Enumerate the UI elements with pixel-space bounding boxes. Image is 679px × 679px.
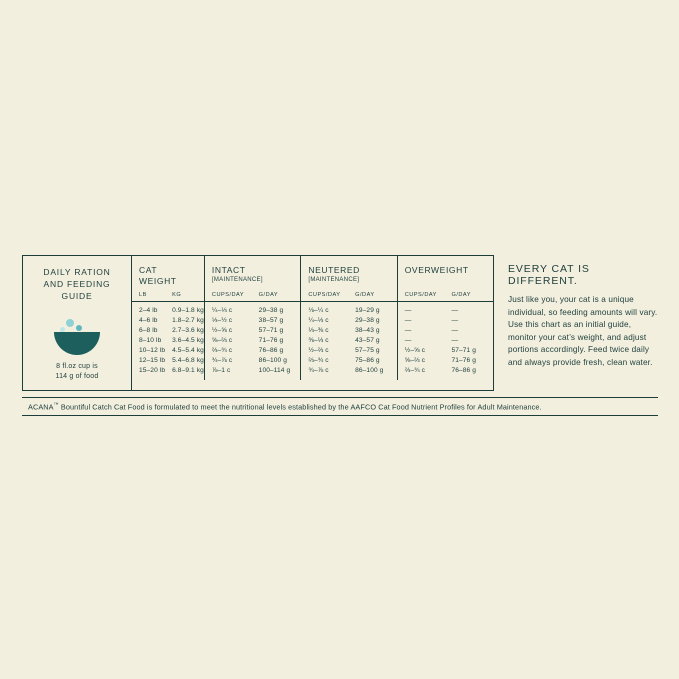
col-header-intact-g: G/DAY <box>252 290 301 302</box>
daily-ration-block <box>22 255 132 391</box>
cell-lb: 10–12 lb <box>139 347 166 354</box>
cell-overweight-g: — <box>451 337 459 344</box>
cell-intact-g: 57–71 g <box>258 327 284 334</box>
cell-neutered-cups: ⅓–⅜ c <box>301 326 348 336</box>
cell-overweight-cups: — <box>397 316 444 326</box>
cell-neutered-cups: ⅔–¾ c <box>301 356 348 366</box>
col-header-intact-cups: CUPS/DAY <box>204 290 251 302</box>
cell-intact-cups: ⅝–⅔ c <box>204 336 251 346</box>
table-subheader-row <box>132 290 493 302</box>
cell-lb: 6–8 lb <box>139 327 158 334</box>
cell-overweight-cups: ⅔–¾ c <box>397 366 444 381</box>
group-cat-weight-line2: WEIGHT <box>139 276 177 286</box>
food-bowl-icon <box>46 316 108 352</box>
cup-note-line1: 8 fl.oz cup is <box>56 363 98 370</box>
group-intact-sub: [MAINTENANCE] <box>211 277 263 283</box>
cup-note-line2: 114 g of food <box>55 373 99 380</box>
cell-intact-cups: ⅞–1 c <box>204 366 251 381</box>
cell-intact-g: 76–86 g <box>258 347 284 354</box>
cell-neutered-g: 38–43 g <box>355 327 380 334</box>
bowl-shape <box>54 332 100 355</box>
table-row <box>132 316 493 326</box>
table-row <box>132 336 493 346</box>
cell-overweight-cups: ½–⅝ c <box>397 346 444 356</box>
cell-kg: 4.5–5.4 kg <box>172 347 204 354</box>
table-group-header-row <box>132 256 493 290</box>
table-row <box>132 302 493 316</box>
table-row <box>132 346 493 356</box>
copy-body: Just like you, your cat is a unique individual, so feeding amounts will vary. Use this chart as an initial guide, monitor your cat’s weight, and adjust portions accordingly. Feed twice daily and always provide fresh, clean water. <box>508 295 658 367</box>
cell-neutered-cups: ⅛–¼ c <box>301 302 348 316</box>
col-header-lb: LB <box>132 290 165 302</box>
col-header-kg: KG <box>165 290 204 302</box>
daily-ration-title <box>29 266 125 302</box>
group-overweight <box>397 256 493 290</box>
cell-neutered-g: 29–38 g <box>355 317 380 324</box>
col-header-neutered-cups: CUPS/DAY <box>301 290 348 302</box>
feeding-guide-sheet <box>22 255 658 416</box>
col-header-overweight-cups: CUPS/DAY <box>397 290 444 302</box>
every-cat-copy-block <box>494 255 658 391</box>
cell-lb: 4–6 lb <box>139 317 158 324</box>
cell-overweight-g: — <box>451 327 459 334</box>
cell-lb: 12–15 lb <box>139 357 166 364</box>
cell-kg: 6.8–9.1 kg <box>172 367 204 374</box>
group-overweight-title: OVERWEIGHT <box>404 265 469 275</box>
cell-intact-cups: ⅓–½ c <box>204 316 251 326</box>
group-neutered-sub: [MAINTENANCE] <box>308 277 360 283</box>
cell-overweight-g: 76–86 g <box>451 367 477 374</box>
cell-kg: 1.8–2.7 kg <box>172 317 204 324</box>
cell-neutered-g: 43–57 g <box>355 337 380 344</box>
group-neutered <box>301 256 397 290</box>
cell-kg: 5.4–6.8 kg <box>172 357 204 364</box>
cell-lb: 15–20 lb <box>139 367 166 374</box>
cell-intact-g: 71–76 g <box>258 337 284 344</box>
group-intact <box>204 256 300 290</box>
cell-overweight-cups: ⅝–⅔ c <box>397 356 444 366</box>
group-cat-weight <box>132 256 204 290</box>
cell-lb: 2–4 lb <box>139 307 158 314</box>
cell-intact-g: 100–114 g <box>258 367 291 374</box>
cell-overweight-g: 71–76 g <box>451 357 477 364</box>
feeding-guide-panel <box>22 255 658 391</box>
cell-neutered-g: 86–100 g <box>355 367 384 374</box>
group-intact-title: INTACT <box>211 265 246 275</box>
daily-ration-title-line1: DAILY RATION <box>43 267 111 277</box>
cell-neutered-cups: ¼–⅓ c <box>301 316 348 326</box>
cell-overweight-g: — <box>451 317 459 324</box>
cell-overweight-g: — <box>451 307 459 314</box>
cell-intact-cups: ⅔–¾ c <box>204 346 251 356</box>
cup-conversion-note <box>29 362 125 382</box>
cell-neutered-g: 19–29 g <box>355 307 380 314</box>
cell-kg: 3.6–4.5 kg <box>172 337 204 344</box>
table-row <box>132 366 493 381</box>
feeding-table <box>132 255 494 391</box>
cell-neutered-cups: ¾–⅞ c <box>301 366 348 381</box>
kibble-icon <box>76 325 82 331</box>
cell-intact-g: 86–100 g <box>258 357 287 364</box>
cell-overweight-cups: — <box>397 326 444 336</box>
daily-ration-title-line2: AND FEEDING GUIDE <box>43 279 111 301</box>
cell-intact-g: 38–57 g <box>258 317 284 324</box>
col-header-neutered-g: G/DAY <box>348 290 397 302</box>
cell-intact-cups: ¾–⅞ c <box>204 356 251 366</box>
cell-overweight-cups: — <box>397 302 444 316</box>
cell-overweight-cups: — <box>397 336 444 346</box>
cell-neutered-cups: ⅜–⅓ c <box>301 336 348 346</box>
cell-intact-cups: ¼–⅓ c <box>204 302 251 316</box>
aafco-statement <box>22 397 658 416</box>
cell-kg: 2.7–3.6 kg <box>172 327 204 334</box>
group-cat-weight-line1: CAT <box>139 265 158 275</box>
feeding-table-grid <box>132 256 493 380</box>
cell-neutered-cups: ½–⅔ c <box>301 346 348 356</box>
cell-overweight-g: 57–71 g <box>451 347 477 354</box>
cell-intact-g: 29–38 g <box>258 307 284 314</box>
cell-lb: 8–10 lb <box>139 337 162 344</box>
col-header-overweight-g: G/DAY <box>444 290 493 302</box>
cell-neutered-g: 57–75 g <box>355 347 380 354</box>
cell-neutered-g: 75–86 g <box>355 357 380 364</box>
trademark-symbol: ™ <box>53 402 59 408</box>
group-neutered-title: NEUTERED <box>308 265 360 275</box>
table-row <box>132 356 493 366</box>
copy-heading: EVERY CAT IS DIFFERENT. <box>508 263 590 287</box>
cell-intact-cups: ½–⅝ c <box>204 326 251 336</box>
table-row <box>132 326 493 336</box>
group-overweight-spacer <box>405 276 493 285</box>
cell-kg: 0.9–1.8 kg <box>172 307 204 314</box>
brand-name: ACANA <box>28 402 54 412</box>
aafco-statement-text: Bountiful Catch Cat Food is formulated to meet the nutritional levels established by the AAFCO Cat Food Nutrient Profiles for Adult Maintenance. <box>58 402 542 412</box>
feeding-table-body <box>132 302 493 381</box>
kibble-icon <box>66 319 74 327</box>
